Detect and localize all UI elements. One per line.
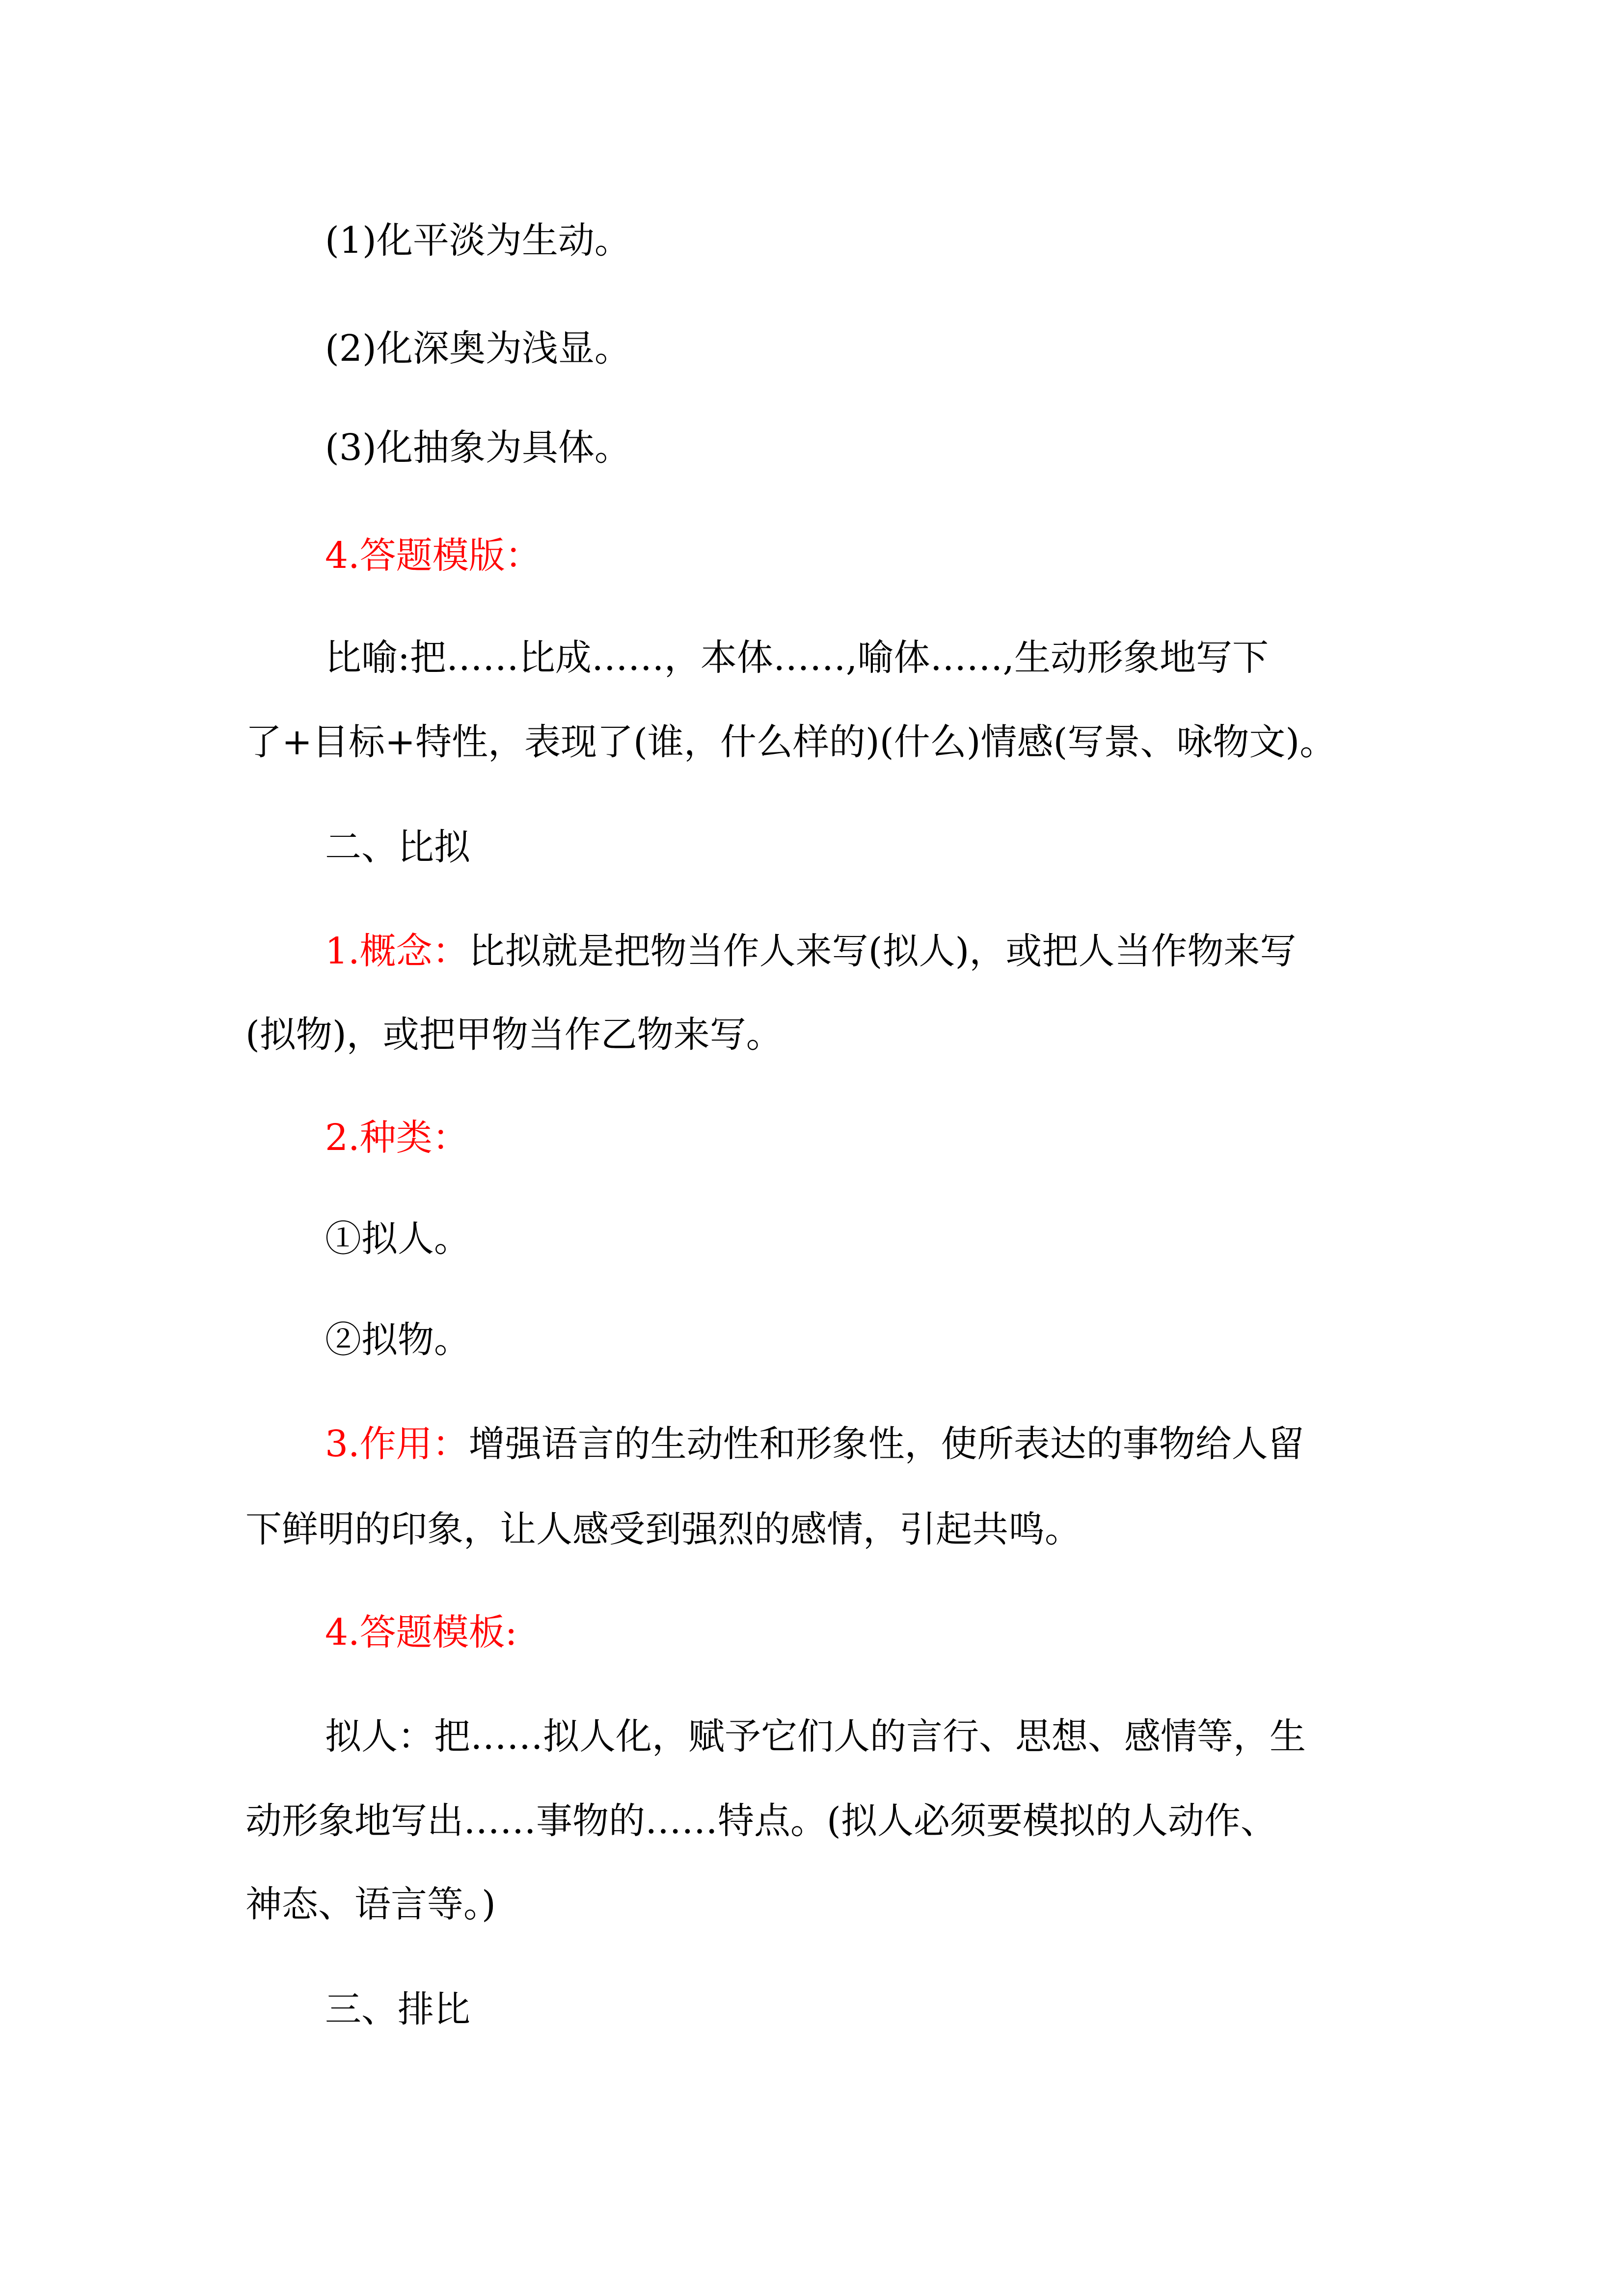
effect-item-1: (1)化平淡为生动。 [325,219,631,262]
section-heading-answer-template-2: 4.答题模板: [325,1611,517,1654]
section-heading-answer-template: 4.答题模版： [325,534,541,577]
simile-template-line-1: 比喻:把……比成……，本体……,喻体……,生动形象地写下 [325,637,1269,679]
section-heading-types: 2.种类： [325,1117,469,1159]
function-paragraph-line-1 [325,1419,1304,1468]
concept-paragraph-line-2: (拟物)，或把甲物当作乙物来写。 [245,1014,783,1056]
personification-template-line-1: 拟人：把……拟人化，赋予它们人的言行、思想、感情等，生 [325,1715,1306,1758]
type-item-personification: ①拟人。 [325,1218,470,1260]
type-item-objectification: ②拟物。 [325,1319,470,1361]
section-title-personification: 二、比拟 [325,826,470,868]
effect-item-3: (3)化抽象为具体。 [325,427,631,469]
function-text: 增强语言的生动性和形象性，使所表达的事物给人留 [468,1423,1304,1465]
effect-item-2: (2)化深奥为浅显。 [325,327,631,370]
concept-paragraph-line-1 [325,927,1296,976]
simile-template-line-2: 了+目标+特性，表现了(谁，什么样的)(什么)情感(写景、咏物文)。 [245,721,1336,763]
personification-template-line-2: 动形象地写出……事物的……特点。(拟人必须要模拟的人动作、 [245,1800,1277,1842]
concept-text: 比拟就是把物当作人来写(拟人)，或把人当作物来写 [468,930,1297,972]
concept-label: 1.概念： [325,930,469,972]
function-label: 3.作用： [325,1423,469,1465]
personification-template-line-3: 神态、语言等。) [245,1883,496,1925]
section-title-parallelism: 三、排比 [325,1988,470,2030]
function-paragraph-line-2: 下鲜明的印象，让人感受到强烈的感情，引起共鸣。 [245,1508,1081,1550]
